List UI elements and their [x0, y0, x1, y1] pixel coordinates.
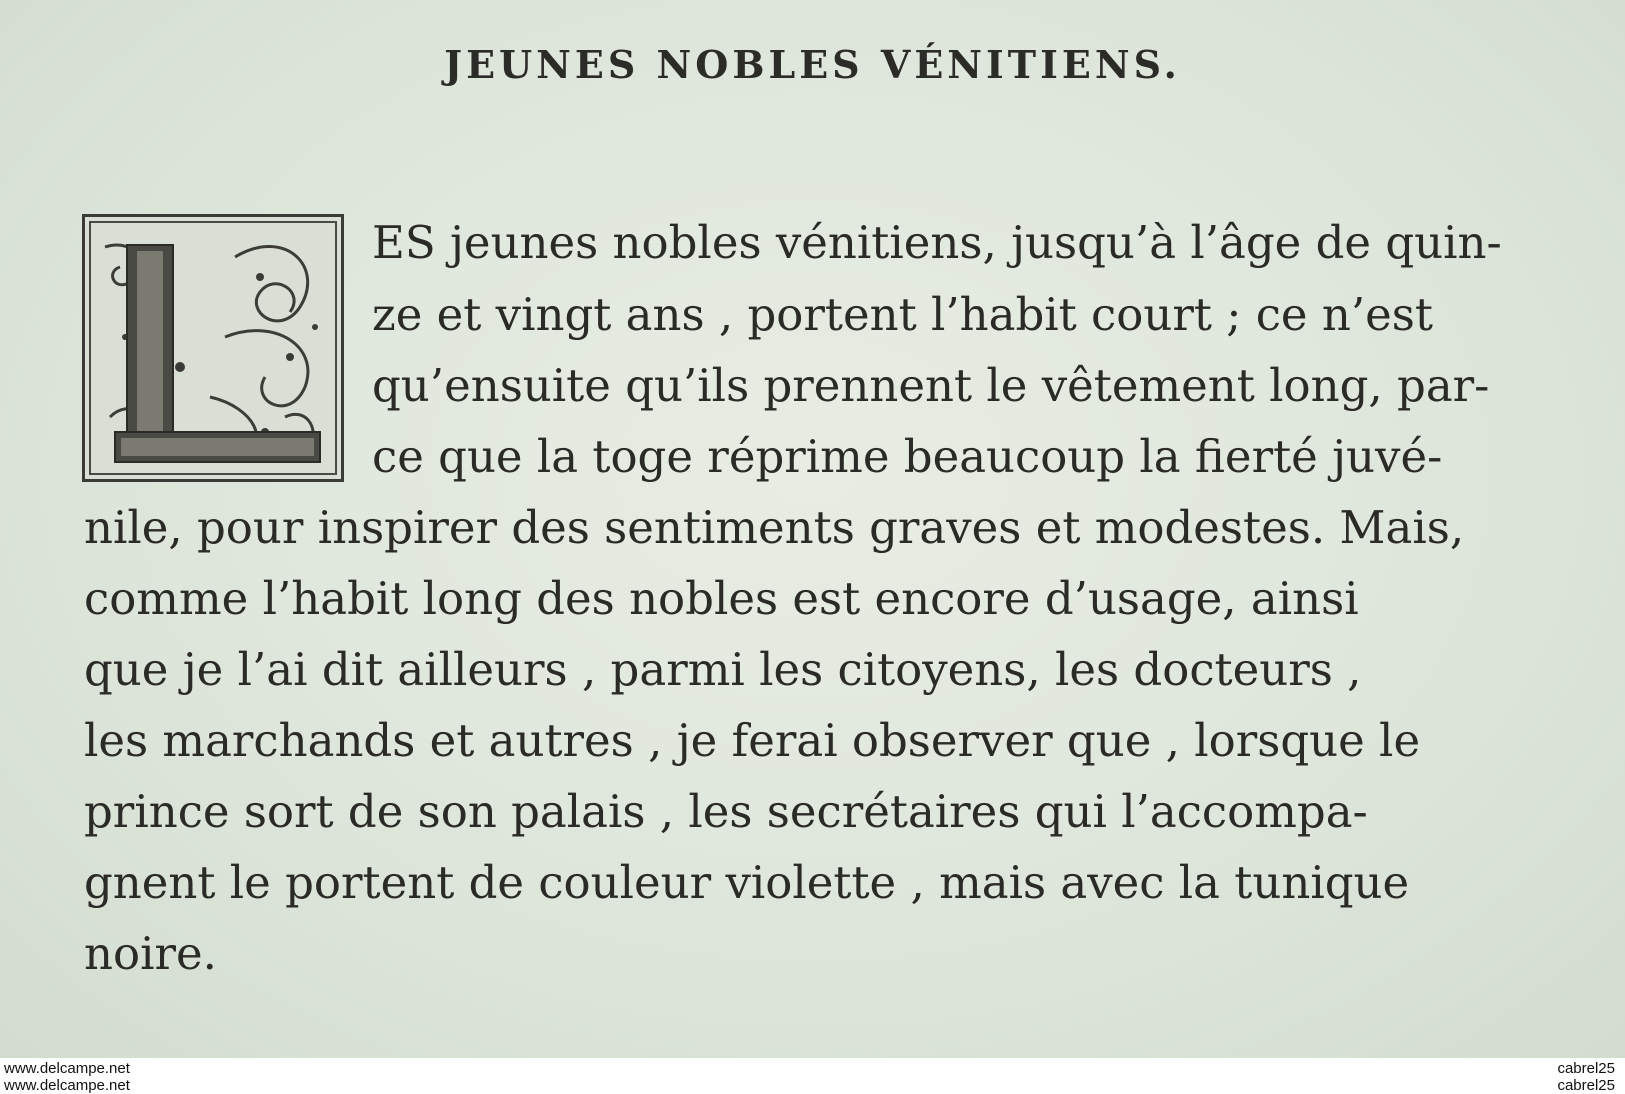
watermark-right: cabrel25	[1557, 1077, 1615, 1094]
text-line: ce que la toge réprime beaucoup la fierté juvé-	[372, 430, 1443, 483]
watermark-bar	[0, 1058, 1625, 1094]
page-title: JEUNES NOBLES VÉNITIENS.	[444, 42, 1181, 87]
text-line: les marchands et autres , je ferai observer que , lorsque le	[84, 714, 1421, 767]
text-line: qu’ensuite qu’ils prennent le vêtement long, par-	[372, 359, 1490, 412]
ornamental-dropcap-L	[82, 214, 344, 482]
text-line: ze et vingt ans , portent l’habit court ; ce n’est	[372, 288, 1433, 341]
text-line: noire.	[84, 927, 217, 980]
dropcap-ornament-icon	[85, 217, 341, 479]
text-line: que je l’ai dit ailleurs , parmi les citoyens, les docteurs ,	[84, 643, 1362, 696]
watermark-left: www.delcampe.net	[4, 1060, 130, 1077]
text-line: gnent le portent de couleur violette , mais avec la tunique	[84, 856, 1410, 909]
watermark-right: cabrel25	[1557, 1060, 1615, 1077]
text-line: comme l’habit long des nobles est encore d’usage, ainsi	[84, 572, 1359, 625]
text-line: nile, pour inspirer des sentiments graves et modestes. Mais,	[84, 501, 1465, 554]
text-line: prince sort de son palais , les secrétaires qui l’accompa-	[84, 785, 1368, 838]
watermark-left: www.delcampe.net	[4, 1077, 130, 1094]
text-line: ES jeunes nobles vénitiens, jusqu’à l’âge de quin-	[372, 216, 1502, 269]
